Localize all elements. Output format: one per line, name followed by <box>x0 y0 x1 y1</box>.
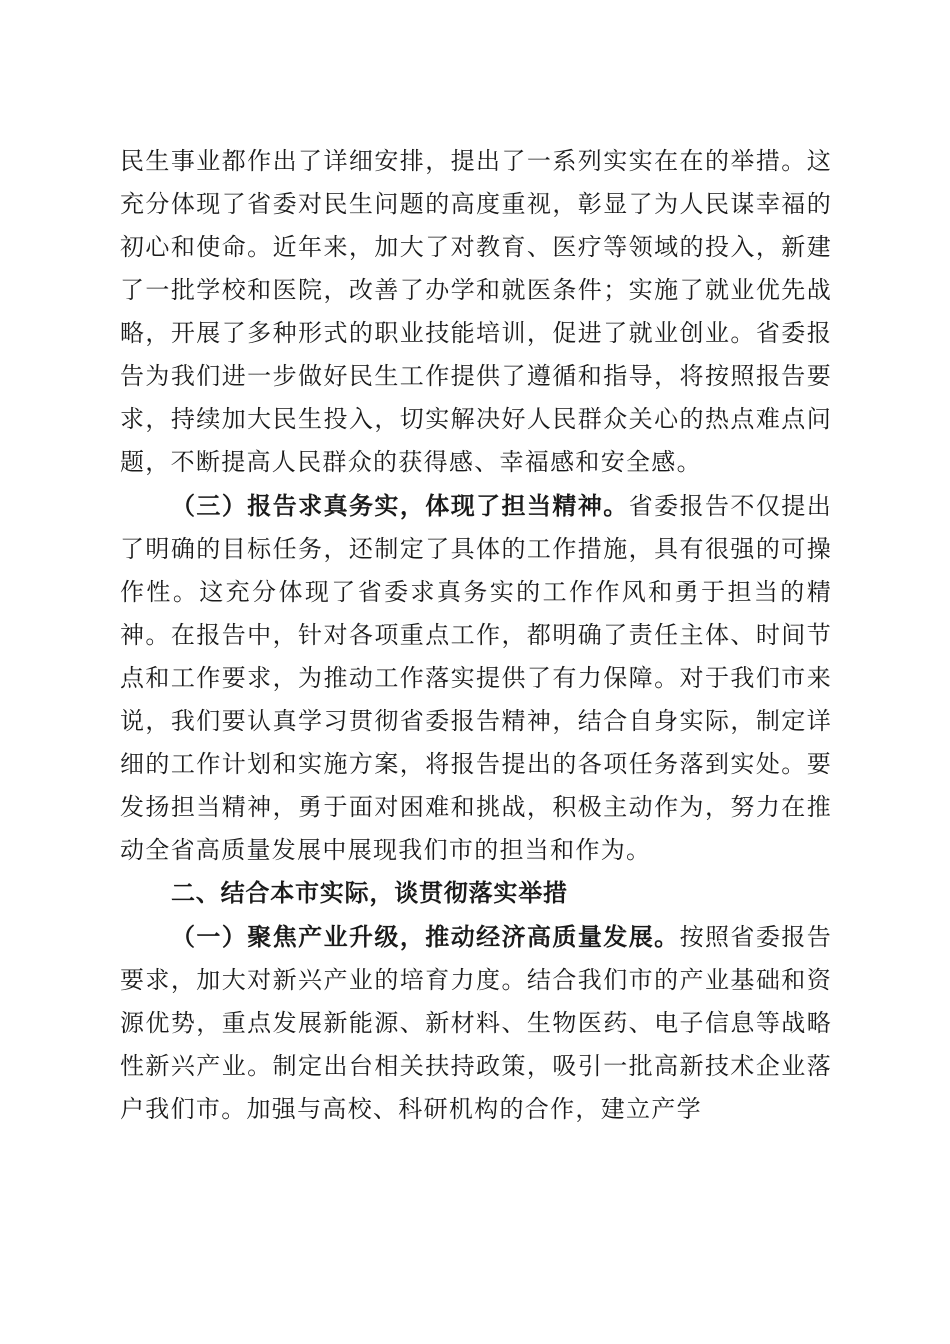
paragraph-lead: （一）聚焦产业升级，推动经济高质量发展。 <box>171 922 680 951</box>
paragraph-text: 按照省委报告要求，加大对新兴产业的培育力度。结合我们市的产业基础和资源优势，重点发展新能源、新材料、生物医药、电子信息等战略性新兴产业。制定出台相关扶持政策，吸引一批高新技术企业落户我们市。加强与高校、科研机构的合作，建立产学 <box>120 923 832 1123</box>
paragraph-text: 省委报告不仅提出了明确的目标任务，还制定了具体的工作措施，具有很强的可操作性。这充分体现了省委求真务实的工作作风和勇于担当的精神。在报告中，针对各项重点工作，都明确了责任主体、时间节点和工作要求，为推动工作落实提供了有力保障。对于我们市来说，我们要认真学习贯彻省委报告精神，结合自身实际，制定详细的工作计划和实施方案，将报告提出的各项任务落到实处。要发扬担当精神，勇于面对困难和挑战，积极主动作为，努力在推动全省高质量发展中展现我们市的担当和作为。 <box>120 492 832 864</box>
paragraph-lead: （三）报告求真务实，体现了担当精神。 <box>171 491 629 520</box>
paragraph-industry-upgrade <box>120 915 832 1131</box>
paragraph-livelihood <box>120 140 832 484</box>
document-body <box>120 140 832 1131</box>
paragraph-text: 民生事业都作出了详细安排，提出了一系列实实在在的举措。这充分体现了省委对民生问题的高度重视，彰显了为人民谋幸福的初心和使命。近年来，加大了对教育、医疗等领域的投入，新建了一批学校和医院，改善了办学和就医条件；实施了就业优先战略，开展了多种形式的职业技能培训，促进了就业创业。省委报告为我们进一步做好民生工作提供了遵循和指导，将按照报告要求，持续加大民生投入，切实解决好人民群众关心的热点难点问题，不断提高人民群众的获得感、幸福感和安全感。 <box>120 147 832 476</box>
section-heading: 二、结合本市实际，谈贯彻落实举措 <box>171 879 568 907</box>
paragraph-responsibility <box>120 484 832 872</box>
